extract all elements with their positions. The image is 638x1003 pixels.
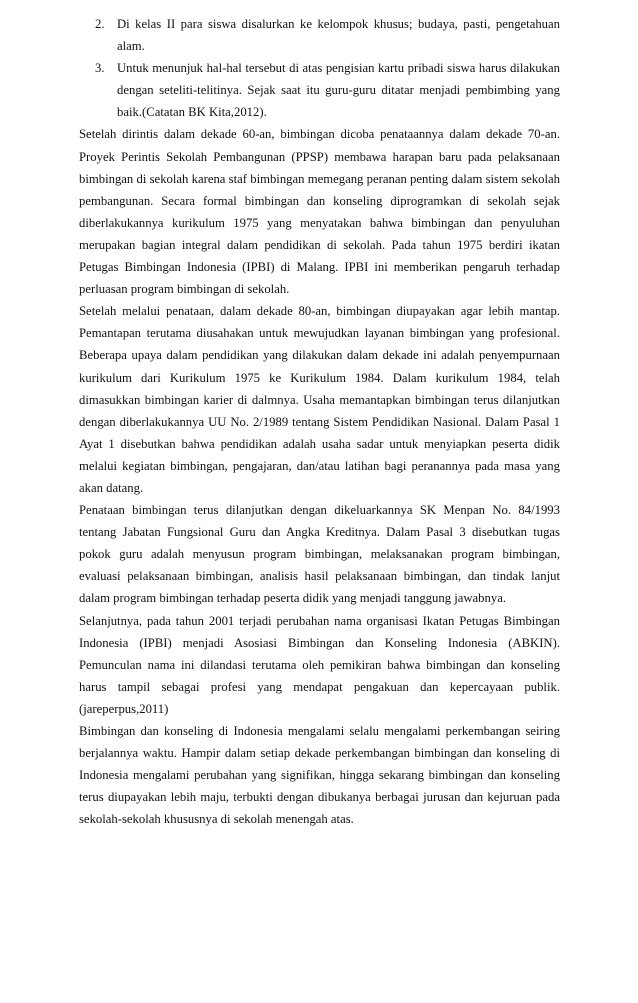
paragraph-penataan-bimbingan: Penataan bimbingan terus dilanjutkan dengan dikeluarkannya SK Menpan No. 84/1993 tentang Jabatan Fungsional Guru dan Angka Kreditnya. Dalam Pasal 3 disebutkan tugas pokok guru adalah menyusun program bimbingan, melaksanakan program bimbingan, evaluasi pelaksanaan bimbingan, analisis hasil pelaksanaan bimbingan, dan tindak lanjut dalam program bimbingan terhadap peserta didik yang menjadi tanggung jawabnya. (79, 503, 560, 606)
list-item-number: 2. (95, 17, 105, 31)
list-item-text: Untuk menunjuk hal-hal tersebut di atas pengisian kartu pribadi siswa harus dilakukan dengan seteliti-telitinya. Sejak saat itu guru-guru ditatar menjadi pembimbing yang baik.(Catatan BK Kita,2012). (117, 61, 560, 120)
list-item (79, 13, 560, 57)
paragraph-setelah-dirintis: Setelah dirintis dalam dekade 60-an, bimbingan dicoba penataannya dalam dekade 70-an. Proyek Perintis Sekolah Pembangunan (PPSP) membawa harapan baru pada pelaksanaan bimbingan di sekolah karena staf bimbingan memegang peranan penting dalam sistem sekolah pembangunan. Secara formal bimbingan dan konseling diprogramkan di sekolah sejak diberlakukannya kurikulum 1975 yang menyatakan bahwa bimbingan dan penyuluhan merupakan bagian integral dalam pendidikan di sekolah. Pada tahun 1975 berdiri ikatan Petugas Bimbingan Indonesia (IPBI) di Malang. IPBI ini memberikan pengaruh terhadap perluasan program bimbingan di sekolah. (79, 127, 560, 297)
page-content (79, 13, 560, 830)
paragraph-bimbingan-dan-konseling: Bimbingan dan konseling di Indonesia mengalami selalu mengalami perkembangan seiring berjalannya waktu. Hampir dalam setiap dekade perkembangan bimbingan dan konseling di Indonesia mengalami perubahan yang signifikan, hingga sekarang bimbingan dan konseling terus diupayakan lebih maju, terbukti dengan dibukanya berbagai jurusan dan kejuruan pada sekolah-sekolah khususnya di sekolah menengah atas. (79, 724, 560, 827)
numbered-list (79, 13, 560, 123)
list-item (79, 57, 560, 123)
paragraph-selanjutnya: Selanjutnya, pada tahun 2001 terjadi perubahan nama organisasi Ikatan Petugas Bimbingan Indonesia (IPBI) menjadi Asosiasi Bimbingan dan Konseling Indonesia (ABKIN). Pemunculan nama ini dilandasi terutama oleh pemikiran bahwa bimbingan dan konseling harus tampil sebagai profesi yang mendapat pengakuan dan kepercayaan publik.(jareperpus,2011) (79, 613, 560, 716)
list-item-text: Di kelas II para siswa disalurkan ke kelompok khusus; budaya, pasti, pengetahuan alam. (117, 17, 560, 54)
list-item-number: 3. (95, 61, 105, 76)
paragraph-setelah-melalui-penataan: Setelah melalui penataan, dalam dekade 80-an, bimbingan diupayakan agar lebih mantap. Pemantapan terutama diusahakan untuk mewujudkan layanan bimbingan yang profesional. Beberapa upaya dalam pendidikan yang dilakukan dalam dekade ini adalah penyempurnaan kurikulum dari Kurikulum 1975 ke Kurikulum 1984. Dalam kurikulum 1984, telah dimasukkan bimbingan karier di dalmnya. Usaha memantapkan bimbingan terus dilanjutkan dengan diberlakukannya UU No. 2/1989 tentang Sistem Pendidikan Nasional. Dalam Pasal 1 Ayat 1 disebutkan bahwa pendidikan adalah usaha sadar untuk menyiapkan peserta didik melalui kegiatan bimbingan, pengajaran, dan/atau latihan bagi peranannya pada masa yang akan datang. (79, 304, 560, 495)
